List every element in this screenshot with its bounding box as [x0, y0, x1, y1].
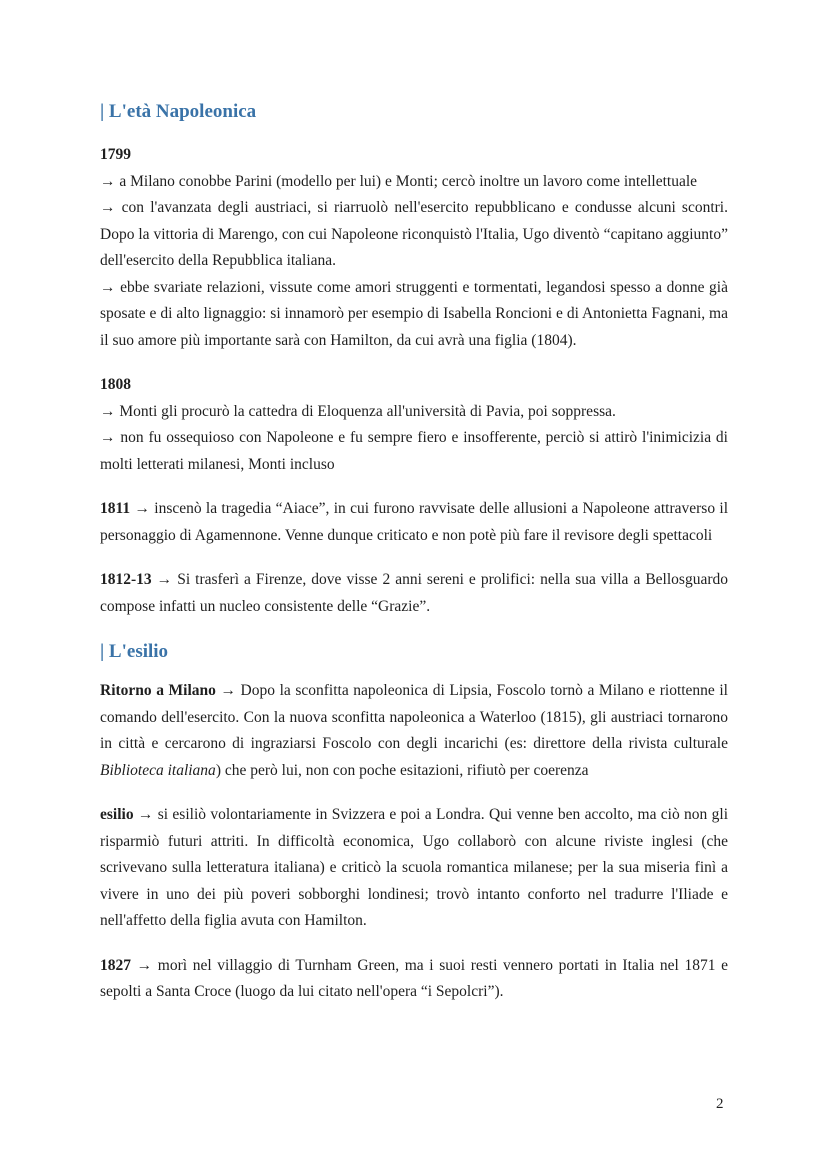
paragraph: → Monti gli procurò la cattedra di Eloquenza all'università di Pavia, poi soppressa.: [100, 402, 616, 420]
entry-ritorno: [100, 678, 728, 784]
paragraph-text: → inscenò la tragedia “Aiace”, in cui furono ravvisate delle allusioni a Napoleone attraverso il personaggio di Agamennone. Venne dunque criticato e non potè più fare il revisore degli spettacoli: [100, 500, 728, 544]
document-page: [100, 98, 728, 1006]
paragraph: → a Milano conobbe Parini (modello per lui) e Monti; cercò inoltre un lavoro come intellettuale: [100, 172, 698, 190]
year-label: 1799: [100, 146, 131, 163]
entry-1811: [100, 496, 728, 549]
paragraph: → non fu ossequioso con Napoleone e fu sempre fiero e insofferente, perciò si attirò l'inimicizia di molti letterati milanesi, Monti incluso: [100, 429, 728, 473]
entry-1799: [100, 142, 728, 354]
entry-esilio: [100, 802, 728, 935]
entry-1827: [100, 953, 728, 1006]
entry-1808: [100, 372, 728, 478]
year-label: 1811: [100, 500, 131, 517]
entry-1812: [100, 567, 728, 620]
paragraph: → con l'avanzata degli austriaci, si riarruolò nell'esercito repubblicano e condusse alcuni scontri. Dopo la vittoria di Marengo, con cui Napoleone riconquistò l'Italia, Ugo diventò “capitano aggiunto” dell'esercito della Repubblica italiana.: [100, 199, 728, 269]
paragraph-text: ) che però lui, non con poche esitazioni, rifiutò per coerenza: [215, 761, 589, 779]
section-heading-exile: | L'esilio: [100, 641, 169, 662]
year-label: 1827: [100, 956, 131, 974]
paragraph: → ebbe svariate relazioni, vissute come amori struggenti e tormentati, legandosi spesso a donne già sposate e di alto lignaggio: si innamorò per esempio di Isabella Roncioni e di Antonietta Fagnani, ma il suo amore più importante sarà con Hamilton, da cui avrà una figlia (1804).: [100, 278, 728, 349]
year-label: 1812-13: [100, 571, 152, 588]
italic-title: Biblioteca italiana: [100, 761, 216, 779]
entry-label: Ritorno a Milano: [100, 682, 216, 699]
year-label: 1808: [100, 376, 131, 393]
page-number: 2: [716, 1096, 724, 1112]
paragraph-text: → Dopo la sconfitta napoleonica di Lipsia, Foscolo tornò a Milano e riottenne il comando dell'esercito. Con la nuova sconfitta napoleonica a Waterloo (1815), gli austriaci tornarono in città e cercarono di ingraziarsi Foscolo con degli incarichi (es: direttore della rivista culturale: [100, 682, 728, 752]
paragraph-text: → si esiliò volontariamente in Svizzera e poi a Londra. Qui venne ben accolto, ma ciò non gli risparmiò futuri attriti. In difficoltà economica, Ugo collaborò con alcune riviste inglesi (che scrivevano sulla letteratura italiana) e criticò la scuola romantica milanese; per la sua miseria finì a vivere in uno dei più poveri sobborghi londinesi; trovò intanto conforto nel tradurre l'Iliade e nell'affetto della figlia avuta con Hamilton.: [100, 806, 728, 929]
entry-label: esilio: [100, 806, 134, 823]
section-heading-napoleonic: | L'età Napoleonica: [100, 101, 257, 122]
paragraph-text: → morì nel villaggio di Turnham Green, ma i suoi resti vennero portati in Italia nel 1871 e sepolti a Santa Croce (luogo da lui citato nell'opera “i Sepolcri”).: [100, 956, 728, 1000]
paragraph-text: → Si trasferì a Firenze, dove visse 2 anni sereni e prolifici: nella sua villa a Bellosguardo compose infatti un nucleo consistente delle “Grazie”.: [100, 571, 728, 615]
